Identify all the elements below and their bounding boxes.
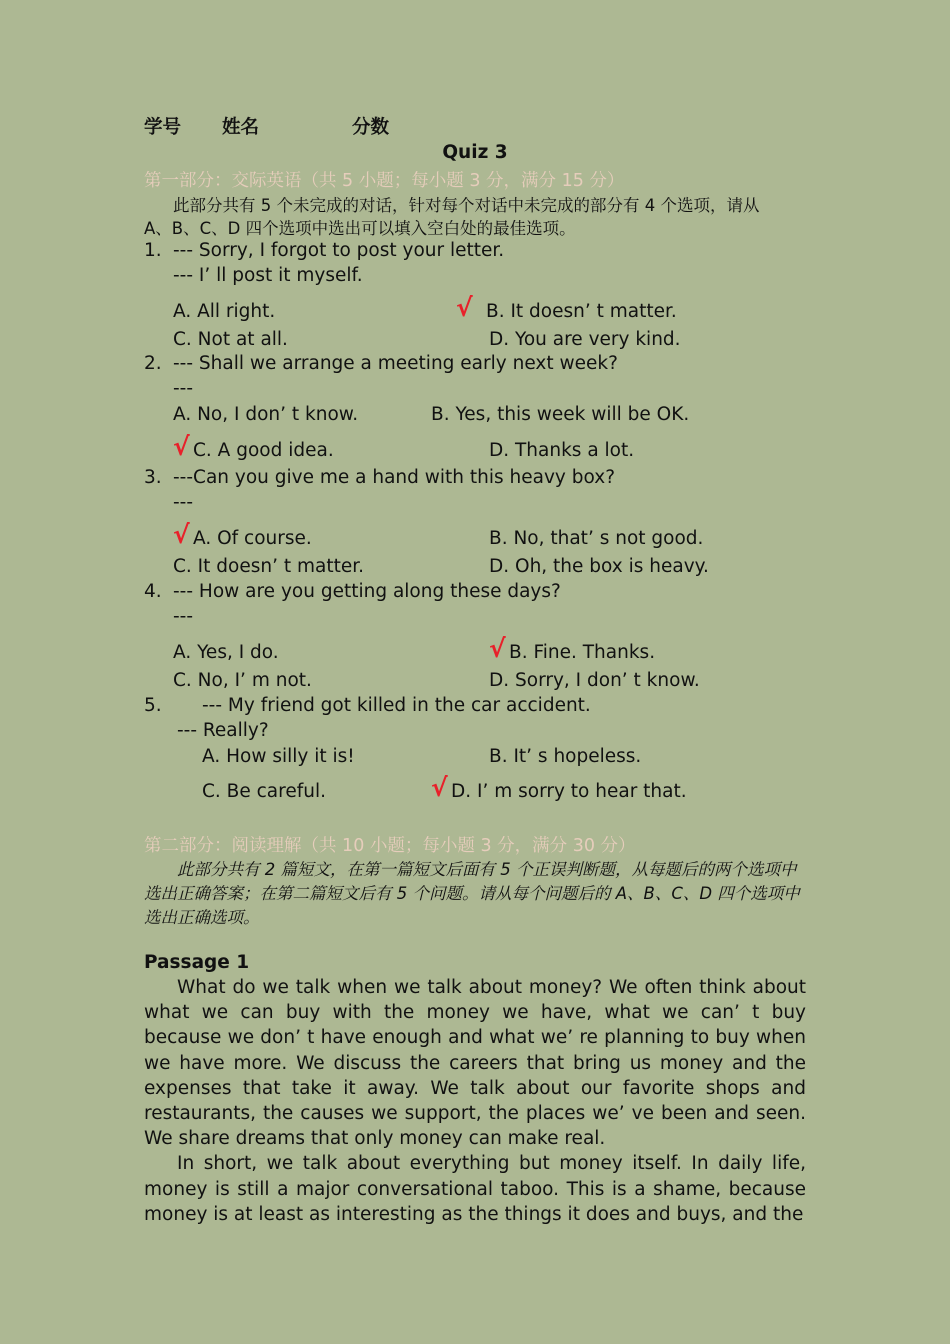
check-mark-icon: √ [173, 520, 190, 549]
question-number: 4. [144, 581, 162, 602]
option-a: A. No, I don’ t know. [173, 404, 359, 425]
score-label: 分数 [352, 117, 390, 138]
question-response: --- [173, 378, 194, 399]
question-prompt: --- How are you getting along these days? [173, 581, 561, 602]
section2-heading: 第二部分：阅读理解（共 10 小题；每小题 3 分，满分 30 分） [144, 836, 636, 856]
option-a: A. Of course. [193, 528, 312, 549]
question-number: 5. [144, 695, 162, 716]
question-number: 3. [144, 467, 162, 488]
option-d: D. Sorry, I don’ t know. [489, 670, 700, 691]
option-b: B. No, that’ s not good. [489, 528, 704, 549]
check-mark-icon: √ [489, 634, 506, 663]
passage-title: Passage 1 [144, 952, 250, 973]
section1-heading: 第一部分：交际英语（共 5 小题；每小题 3 分，满分 15 分） [144, 171, 625, 191]
question-response: --- I’ ll post it myself. [173, 265, 363, 286]
name-label: 姓名 [222, 117, 260, 138]
option-c: C. No, I’ m not. [173, 670, 312, 691]
check-mark-icon: √ [173, 432, 190, 461]
question-response: --- [173, 606, 194, 627]
section2-instructions: 此部分共有 2 篇短文，在第一篇短文后面有 5 个正误判断题，从每题后的两个选项中选出正确答案；在第二篇短文后有 5 个问题。请从每个问题后的 A、B、C、D 四个选项中选出正确选项。 [144, 860, 800, 927]
option-c: C. Be careful. [202, 781, 326, 802]
option-b: B. It doesn’ t matter. [486, 301, 677, 322]
option-b: B. Yes, this week will be OK. [431, 404, 690, 425]
question-response: --- Really? [177, 720, 269, 741]
section1-instructions-line1: 此部分共有 5 个未完成的对话，针对每个对话中未完成的部分有 4 个选项，请从 [173, 196, 760, 215]
option-d: D. You are very kind. [489, 329, 681, 350]
section1-instructions-line2: A、B、C、D 四个选项中选出可以填入空白处的最佳选项。 [144, 219, 576, 238]
option-c: C. Not at all. [173, 329, 288, 350]
question-prompt: --- My friend got killed in the car accident. [202, 695, 591, 716]
option-c: C. It doesn’ t matter. [173, 556, 365, 577]
option-b: B. It’ s hopeless. [489, 746, 642, 767]
question-prompt: --- Shall we arrange a meeting early next week? [173, 353, 618, 374]
option-d: D. Oh, the box is heavy. [489, 556, 709, 577]
question-prompt: ---Can you give me a hand with this heavy box? [173, 467, 616, 488]
option-b: B. Fine. Thanks. [509, 642, 656, 663]
passage-paragraph: What do we talk when we talk about money? We often think about what we can buy with the money we have, what we can’ t buy because we don’ t have enough and what we’ re planning to buy when we have more. We discuss the careers that bring us money and the expenses that take it away. We talk about our favorite shops and restaurants, the causes we support, the places we’ ve been and seen. We share dreams that only money can make real. [144, 977, 806, 1150]
quiz-title: Quiz 3 [442, 142, 508, 163]
question-response: --- [173, 492, 194, 513]
option-a: A. All right. [173, 301, 276, 322]
question-number: 1. [144, 240, 162, 261]
student-id-label: 学号 [144, 117, 182, 138]
passage-paragraph: In short, we talk about everything but money itself. In daily life, money is still a major conversational taboo. This is a shame, because money is at least as interesting as the things it does and buys, and the [144, 1153, 806, 1225]
option-d: D. I’ m sorry to hear that. [451, 781, 687, 802]
question-prompt: --- Sorry, I forgot to post your letter. [173, 240, 505, 261]
option-d: D. Thanks a lot. [489, 440, 635, 461]
question-number: 2. [144, 353, 162, 374]
check-mark-icon: √ [456, 293, 473, 322]
option-a: A. Yes, I do. [173, 642, 279, 663]
passage-body [144, 975, 806, 1227]
check-mark-icon: √ [431, 773, 448, 802]
option-c: C. A good idea. [193, 440, 334, 461]
option-a: A. How silly it is! [202, 746, 355, 767]
